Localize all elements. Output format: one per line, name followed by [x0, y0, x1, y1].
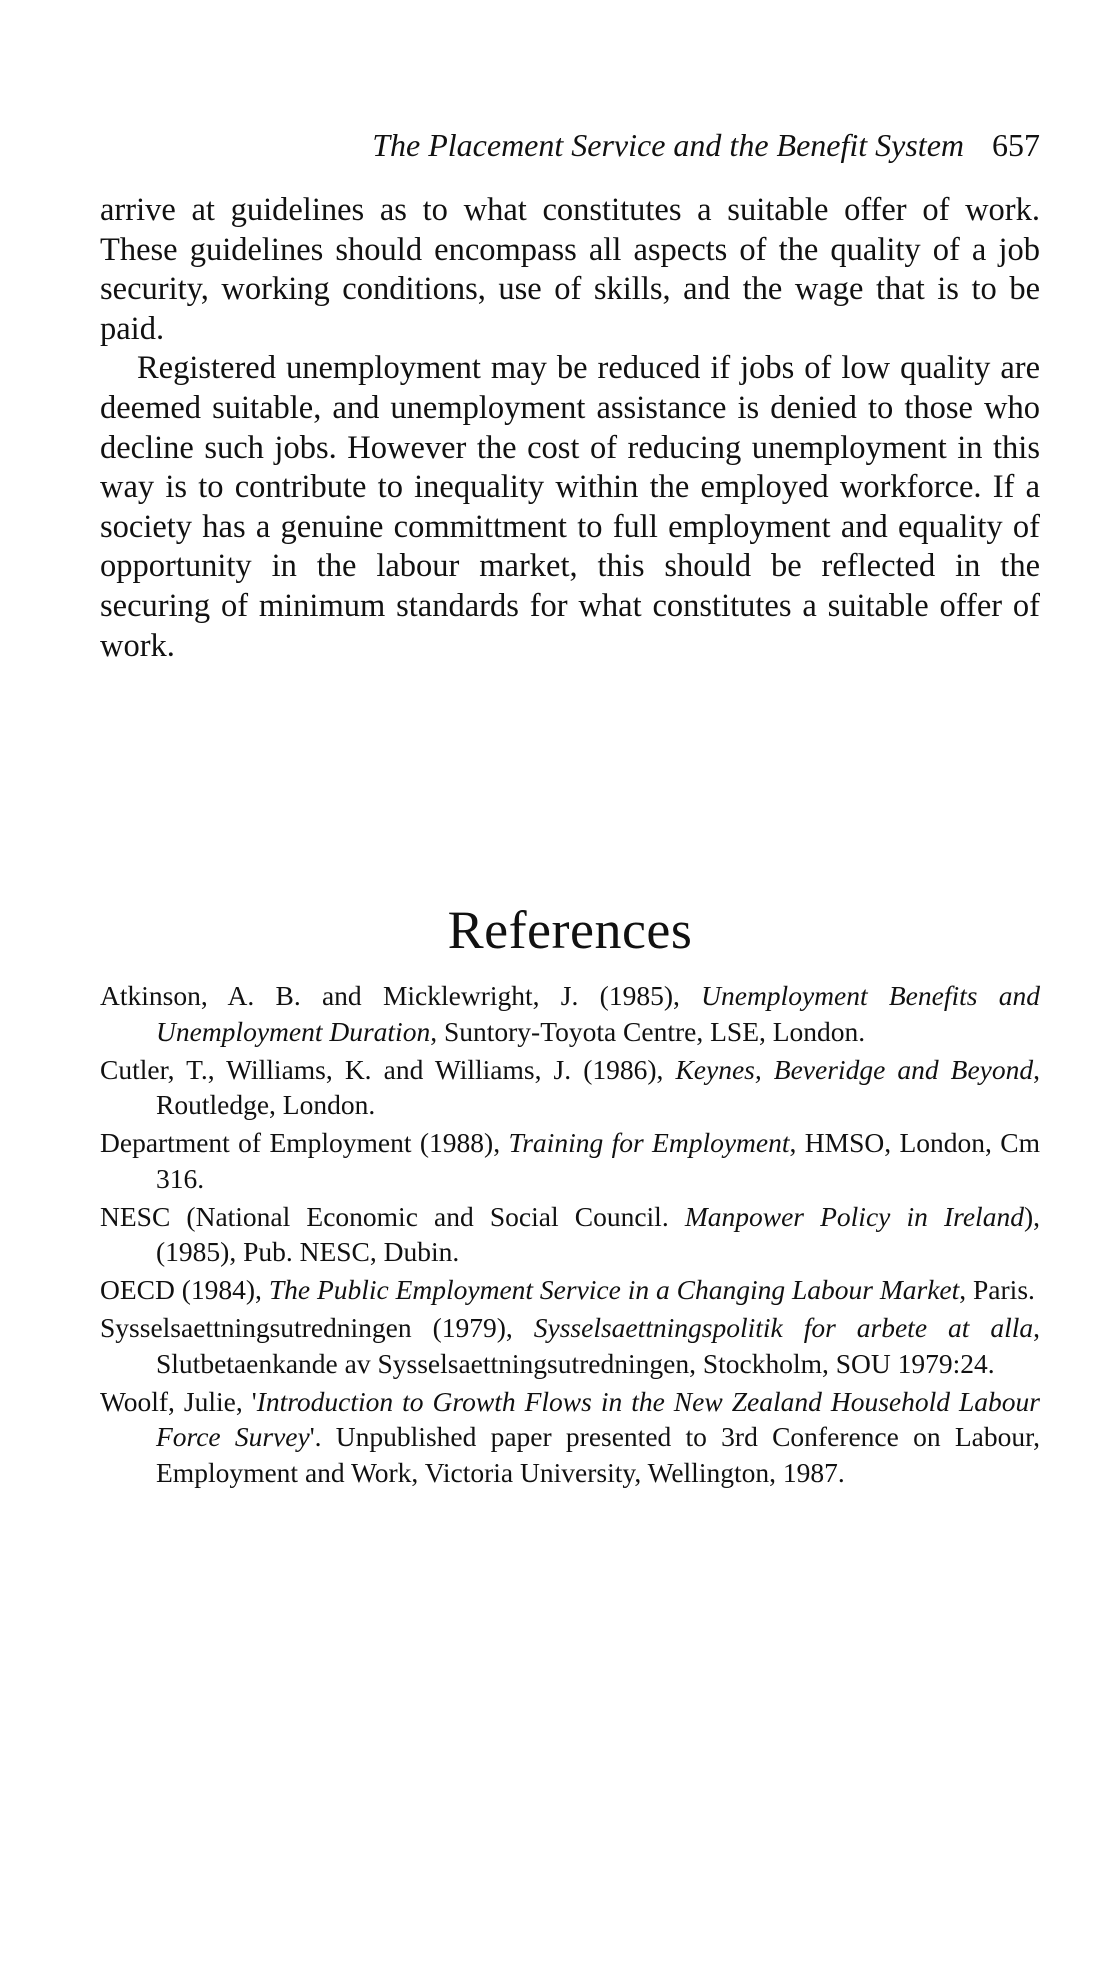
reference-item: Department of Employment (1988), Training for Employment, HMSO, London, Cm 316. — [100, 1127, 1040, 1194]
reference-title: The Public Employment Service in a Changing Labour Market — [268, 1274, 960, 1305]
body-text — [100, 191, 1040, 666]
book-page — [100, 0, 1040, 1969]
references-heading: References — [447, 900, 693, 960]
references-list — [100, 978, 1040, 1493]
reference-title: Keynes, Beveridge and Beyond — [675, 1053, 1034, 1085]
paragraph: Registered unemployment may be reduced if jobs of low quality are deemed suitable, and unemployment assistance is denied to those who decline such jobs. However the cost of reducing unemployment in this way is to contribute to inequality within the employed workforce. If a society has a genuine committment to full employment and equality of opportunity in the labour market, this should be reflected in the securing of minimum standards for what constitutes a suitable offer of work. — [100, 350, 1040, 664]
reference-title: Manpower Policy in Ireland — [684, 1200, 1024, 1232]
reference-title: Training for Employment — [508, 1127, 790, 1158]
reference-item: Atkinson, A. B. and Micklewright, J. (1985), Unemployment Benefits and Unemployment Duration, Suntory-Toyota Centre, LSE, London. — [100, 980, 1040, 1047]
reference-title: Introduction to Growth Flows in the New Zealand Household Labour Force Survey — [156, 1385, 1040, 1452]
reference-item: Woolf, Julie, 'Introduction to Growth Flows in the New Zealand Household Labour Force Survey'. Unpublished paper presented to 3rd Conference on Labour, Employment and Work, Victoria University, Wellington, 1987. — [100, 1385, 1040, 1488]
reference-title: Sysselsaettningspolitik for arbete at alla — [533, 1312, 1034, 1343]
reference-item: Cutler, T., Williams, K. and Williams, J. (1986), Keynes, Beveridge and Beyond, Routledge, London. — [100, 1053, 1040, 1120]
running-title: The Placement Service and the Benefit System — [372, 127, 964, 163]
reference-title: Unemployment Benefits and Unemployment Duration — [156, 980, 1040, 1047]
reference-item: OECD (1984), The Public Employment Service in a Changing Labour Market, Paris. — [100, 1274, 1035, 1305]
reference-item: NESC (National Economic and Social Council. Manpower Policy in Ireland), (1985), Pub. NESC, Dubin. — [100, 1200, 1040, 1267]
reference-item: Sysselsaettningsutredningen (1979), Sysselsaettningspolitik for arbete at alla, Slutbetaenkande av Sysselsaettningsutredningen, Stockholm, SOU 1979:24. — [100, 1312, 1040, 1379]
page-number: 657 — [992, 127, 1040, 163]
paragraph-continued: arrive at guidelines as to what constitutes a suitable offer of work. These guidelines should encompass all aspects of the quality of a job security, working conditions, use of skills, and the wage that is to be paid. — [100, 192, 1040, 347]
running-head — [100, 125, 1040, 165]
